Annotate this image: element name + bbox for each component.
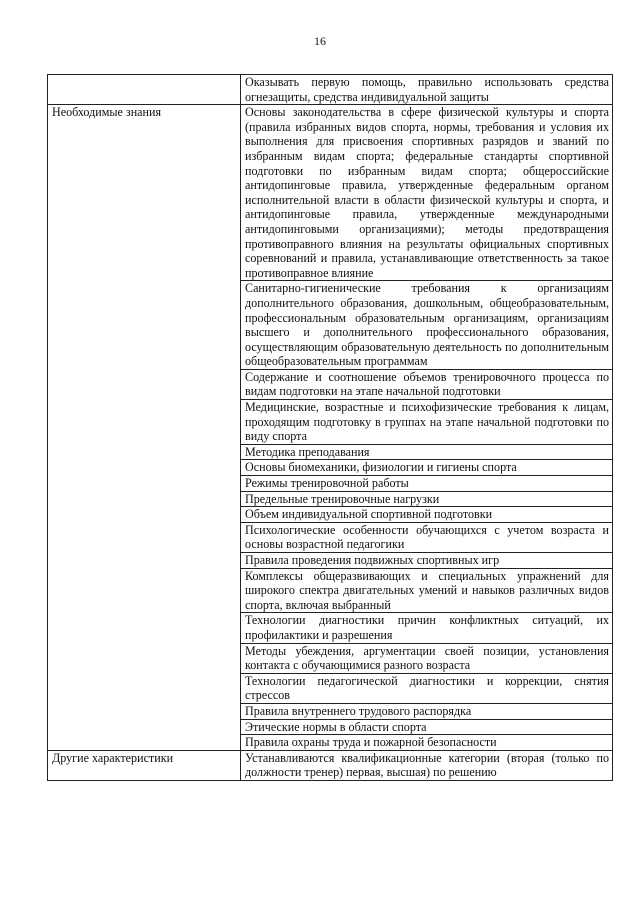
content-item: Основы биомеханики, физиологии и гигиены спорта — [241, 459, 612, 475]
row-label — [48, 75, 241, 105]
content-item: Методика преподавания — [241, 444, 612, 460]
requirements-table — [47, 74, 613, 781]
content-item: Устанавливаются квалификационные категории (вторая (только по должности тренер) первая, высшая) по решению — [245, 750, 609, 780]
content-item: Санитарно-гигиенические требования к организациям дополнительного образования, дошкольным, общеобразовательным, профессиональным образовательным организациям, организациям высшего и дополнительного профессионального образования, осуществляющим образовательную деятельность по дополнительным общеобразовательным программам — [241, 280, 612, 369]
content-item: Медицинские, возрастные и психофизические требования к лицам, проходящим подготовку в группах на этапе начальной подготовки по виду спорта — [241, 399, 612, 444]
page-number: 16 — [314, 34, 326, 48]
row-content — [241, 750, 613, 780]
content-item: Психологические особенности обучающихся с учетом возраста и основы возрастной педагогики — [241, 522, 612, 552]
table-row — [48, 75, 613, 105]
content-item: Методы убеждения, аргументации своей позиции, установления контакта с обучающимися разного возраста — [241, 643, 612, 673]
content-item: Этические нормы в области спорта — [241, 719, 612, 735]
content-item: Технологии педагогической диагностики и коррекции, снятия стрессов — [241, 673, 612, 703]
row-label: Необходимые знания — [48, 105, 241, 751]
content-item: Содержание и соотношение объемов тренировочного процесса по видам подготовки на этапе начальной подготовки — [241, 369, 612, 399]
content-item: Технологии диагностики причин конфликтных ситуаций, их профилактики и разрешения — [241, 612, 612, 642]
content-item: Правила охраны труда и пожарной безопасности — [241, 734, 612, 750]
row-content — [241, 75, 613, 105]
content-item: Правила проведения подвижных спортивных игр — [241, 552, 612, 568]
table-row — [48, 105, 613, 751]
content-item: Объем индивидуальной спортивной подготовки — [241, 506, 612, 522]
content-item: Правила внутреннего трудового распорядка — [241, 703, 612, 719]
content-item: Предельные тренировочные нагрузки — [241, 491, 612, 507]
row-label: Другие характеристики — [48, 750, 241, 780]
content-item: Режимы тренировочной работы — [241, 475, 612, 491]
content-item: Оказывать первую помощь, правильно использовать средства огнезащиты, средства индивидуальной защиты — [245, 75, 609, 104]
content-item: Основы законодательства в сфере физической культуры и спорта (правила избранных видов спорта, нормы, требования и условия их выполнения для присвоения спортивных разрядов и званий по избранным видам спорта; федеральные стандарты спортивной подготовки по избранным видам спорта; общероссийские антидопинговые правила, утвержденные федеральным органом исполнительной власти в области физической культуры и спорта, и антидопинговые правила, утвержденные международными антидопинговыми организациями); методы предотвращения противоправного влияния на результаты официальных спортивных соревнований и правила, устанавливающие ответственность за такое противоправное влияние — [245, 105, 609, 280]
row-content — [241, 105, 613, 751]
table-row — [48, 750, 613, 780]
content-item: Комплексы общеразвивающих и специальных упражнений для широкого спектра двигательных умений и навыков различных видов спорта, включая выбранный — [241, 568, 612, 613]
